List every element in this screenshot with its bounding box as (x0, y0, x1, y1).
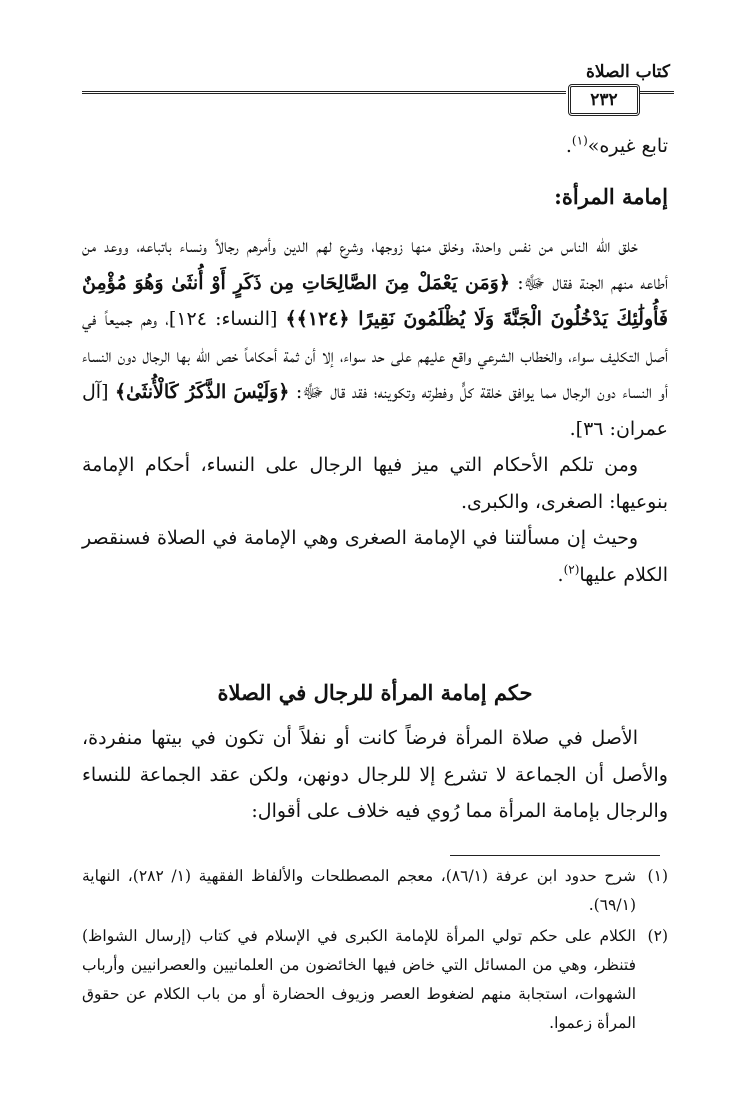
verse-reference-nisa: [النساء: ١٢٤] (168, 308, 286, 330)
page-number: ٢٣٢ (568, 84, 640, 116)
footnote-1-number: (١) (647, 867, 668, 885)
quran-verse-nisa: ﴿وَمَن يَعْمَلْ مِنَ الصَّالِحَاتِ مِن ذَكَرٍ أَوْ أُنثَىٰ وَهُوَ مُؤْمِنٌ فَأُولَٰئِكَ يَدْخُلُونَ الْجَنَّةَ وَلَا يُظْلَمُونَ نَقِيرًا ﴿١٢٤﴾﴾ (82, 271, 669, 330)
ruling-body (82, 720, 668, 830)
continuation-tail: . (565, 135, 572, 157)
paragraph-1-part-b: ، وهم جميعاً في أصل التكليف سواء، والخطاب الشرعي واقع عليهم على حد سواء، إلا أن ثمة أحكاماً خص الله بها الرجال دون النساء أو النساء دون الرجال مما يوافق خلقة كلٍّ وفطرته وتكوينه؛ فقد قال ﷻ: (82, 308, 669, 403)
paragraph-1 (82, 228, 668, 447)
paragraph-4: الأصل في صلاة المرأة فرضاً كانت أو نفلاً أن تكون في بيتها منفردة، والأصل أن الجماعة لا تشرع إلا للرجال دونهن، ولكن عقد الجماعة للنساء والرجال بإمامة المرأة مما رُوي فيه خلاف على أقوال: (82, 727, 668, 822)
footnote-ref-1[interactable]: (١) (571, 133, 588, 148)
footnote-2-number: (٢) (647, 927, 668, 945)
running-header-title: كتاب الصلاة (585, 62, 670, 82)
footnote-2-text: الكلام على حكم تولي المرأة للإمامة الكبرى في الإسلام في كتاب (إرسال الشواظ) فتنظر، وهي من المسائل التي خاض فيها الخائضون من العلمانيين والعصرانيين وأرباب الشهوات، استجابة منهم لضغوط العصر وزيوف الحضارة أو من باب الكلام عن حقوق المرأة زعموا. (82, 927, 636, 1032)
footnotes (82, 862, 668, 1040)
verse-reference-imran: [آل عمران: ٣٦]. (82, 381, 668, 440)
section-heading-woman-imamate: إمامة المرأة: (554, 184, 668, 209)
footnote-2 (82, 922, 668, 1038)
paragraph-1-part-a: خلق الله الناس من نفس واحدة، وخلق منها زوجها، وشرع لهم الدين وأمرهم رجالاً ونساء باتباعه، ووعد من أطاعه منهم الجنة فقال ﷻ: (82, 235, 668, 294)
section-heading-ruling: حكم إمامة المرأة للرجال في الصلاة (217, 680, 533, 705)
paragraph-3-tail: . (557, 563, 564, 586)
continuation-text: تابع غيره» (587, 135, 668, 157)
header-rule (82, 91, 566, 94)
footnote-1-text: شرح حدود ابن عرفة (٨٦/١)، معجم المصطلحات والألفاظ الفقهية (١/ ٢٨٢)، النهاية (٦٩/١). (82, 867, 636, 914)
footnote-1 (82, 862, 668, 920)
quran-verse-imran: ﴿وَلَيْسَ الذَّكَرُ كَالْأُنثَىٰ﴾ (115, 381, 290, 403)
main-body (82, 228, 668, 593)
paragraph-3-text: وحيث إن مسألتنا في الإمامة الصغرى وهي الإمامة في الصلاة فسنقصر الكلام عليها (82, 527, 668, 586)
footnote-separator (450, 855, 660, 856)
header-rule-right (636, 91, 674, 94)
paragraph-3 (82, 520, 668, 593)
footnote-ref-2[interactable]: (٢) (563, 562, 580, 577)
continuation-line (82, 128, 668, 165)
paragraph-2: ومن تلكم الأحكام التي ميز فيها الرجال على النساء، أحكام الإمامة بنوعيها: الصغرى، والكبرى. (82, 454, 668, 513)
